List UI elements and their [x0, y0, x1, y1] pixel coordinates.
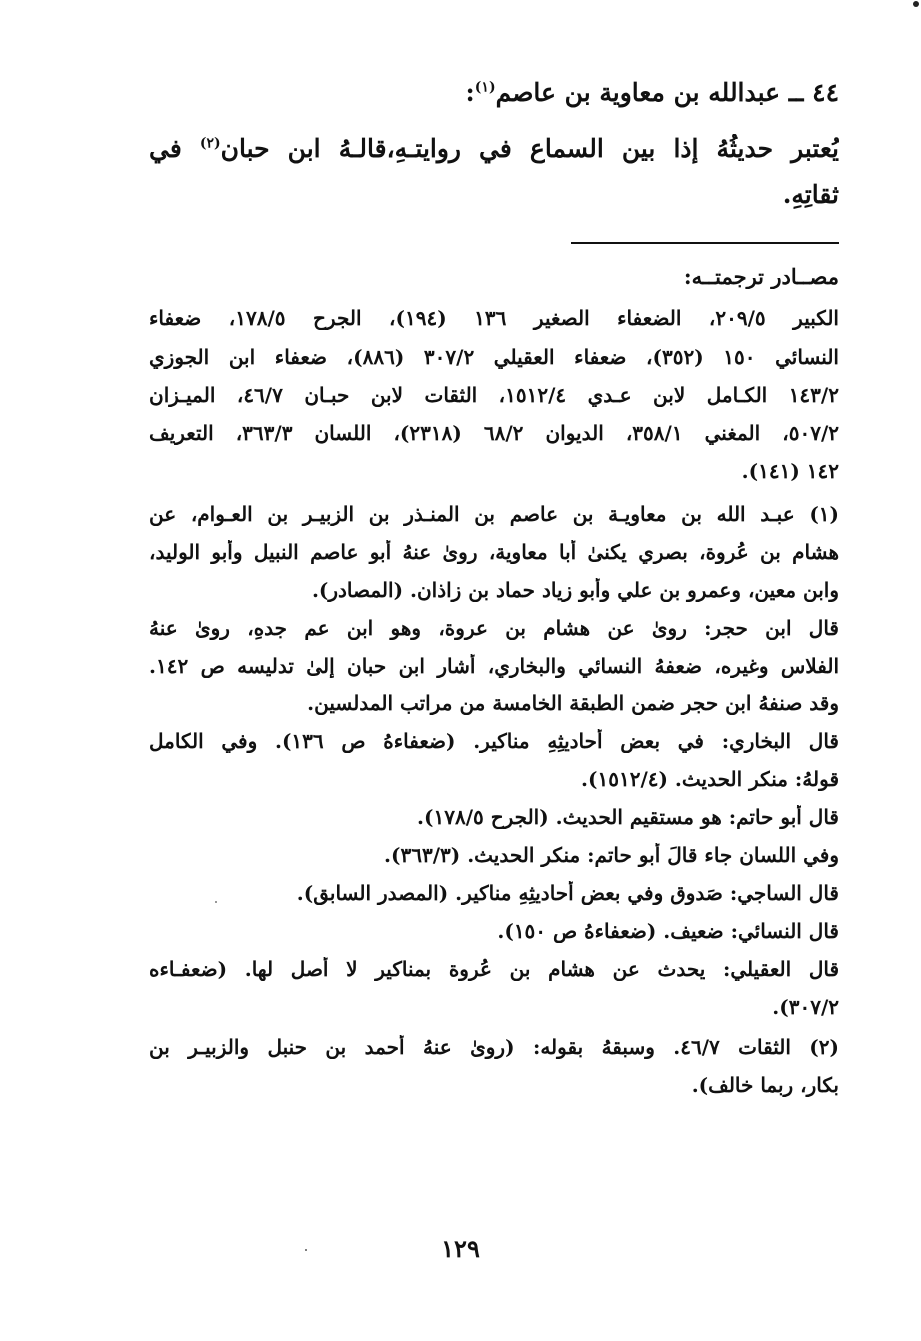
footnote-line: (١) عبـد الله بن معاويـة بن عاصم بن المنـذر بن الزبيـر بن العـوام، عن [149, 502, 839, 526]
entry-body-line-1 [149, 134, 839, 164]
footnote-line: قال ابن حجر: روىٰ عن هشام بن عروة، وهو ابن عم جدهِ، روىٰ عنهُ [149, 616, 839, 640]
entry-body-line-1-text: يُعتبر حديثُهُ إذا بين السماع في روايتـهِ،قالـهُ ابن حبان [220, 134, 839, 163]
entry-heading-colon: : [465, 78, 475, 107]
entry-body-line-1-tail: في [149, 134, 200, 163]
footnote-ref-2: (٢) [199, 135, 221, 152]
page-number: ١٢٩ [441, 1234, 480, 1263]
footnote-line: قال أبو حاتم: هو مستقيم الحديث. (الجرح ١٧٨/٥). [417, 805, 839, 829]
footnote-line: ٣٠٧/٢). [772, 995, 839, 1019]
footnote-line: (٢) الثقات ٤٦/٧. وسبقهُ بقوله: (روىٰ عنهُ أحمد بن حنبل والزبيـر بن [149, 1035, 839, 1059]
entry-body-line-2: ثقاتِهِ. [782, 180, 839, 209]
entry-heading-text: ٤٤ ــ عبدالله بن معاوية بن عاصم [495, 78, 839, 107]
sources-line: النسائي ١٥٠ (٣٥٢)، ضعفاء العقيلي ٣٠٧/٢ (٨٨٦)، ضعفاء ابن الجوزي [149, 345, 839, 369]
sources-line: ١٤٢ (١٤١). [741, 459, 839, 483]
footnote-line: قال النسائي: ضعيف. (ضعفاءهُ ص ١٥٠). [497, 919, 839, 943]
footnote-line: هشام بن عُروة، بصري يكنىٰ أبا معاوية، روىٰ عنهُ أبو عاصم النبيل وأبو الوليد، [149, 540, 839, 564]
sources-line: الكبير ٢٠٩/٥، الضعفاء الصغير ١٣٦ (١٩٤)، الجرح ١٧٨/٥، ضعفاء [149, 306, 839, 330]
footnote-separator [571, 242, 839, 244]
sources-line: ٥٠٧/٢، المغني ٣٥٨/١، الديوان ٦٨/٢ (٢٣١٨)، اللسان ٣٦٣/٣، التعريف [149, 421, 839, 445]
footnote-line: الفلاس وغيره، ضعفهُ النسائي والبخاري، أشار ابن حبان إلىٰ تدليسه ص ١٤٢. [149, 654, 839, 678]
footnote-line: بكار، ربما خالف). [691, 1073, 839, 1097]
footnote-line: وفي اللسان جاء قالَ أبو حاتم: منكر الحديث. (٣٦٣/٣). [384, 843, 839, 867]
footnote-ref-1: (١) [474, 79, 496, 96]
entry-heading [149, 78, 839, 108]
footnote-line: قولهُ: منكر الحديث. (١٥١٢/٤). [581, 767, 839, 791]
footnote-line: قال البخاري: في بعض أحاديثِهِ مناكير. (ضعفاءهُ ص ١٣٦). وفي الكامل [149, 729, 839, 753]
sources-line: ١٤٣/٢ الكـامل لابن عـدي ١٥١٢/٤، الثقات لابن حبـان ٤٦/٧، الميـزان [149, 383, 839, 407]
footnote-line: وقد صنفهُ ابن حجر ضمن الطبقة الخامسة من مراتب المدلسين. [307, 691, 839, 715]
footnote-line: قال الساجي: صَدوق وفي بعض أحاديثِهِ مناكير. (المصدر السابق). [296, 881, 839, 905]
footnote-line: وابن معين، وعمرو بن علي وأبو زياد حماد بن زاذان. (المصادر). [311, 578, 839, 602]
sources-title: مصــادر ترجمتــه: [683, 264, 839, 289]
footnote-line: قال العقيلي: يحدث عن هشام بن عُروة بمناكير لا أُصل لها. (ضعفـاءه [149, 957, 839, 981]
